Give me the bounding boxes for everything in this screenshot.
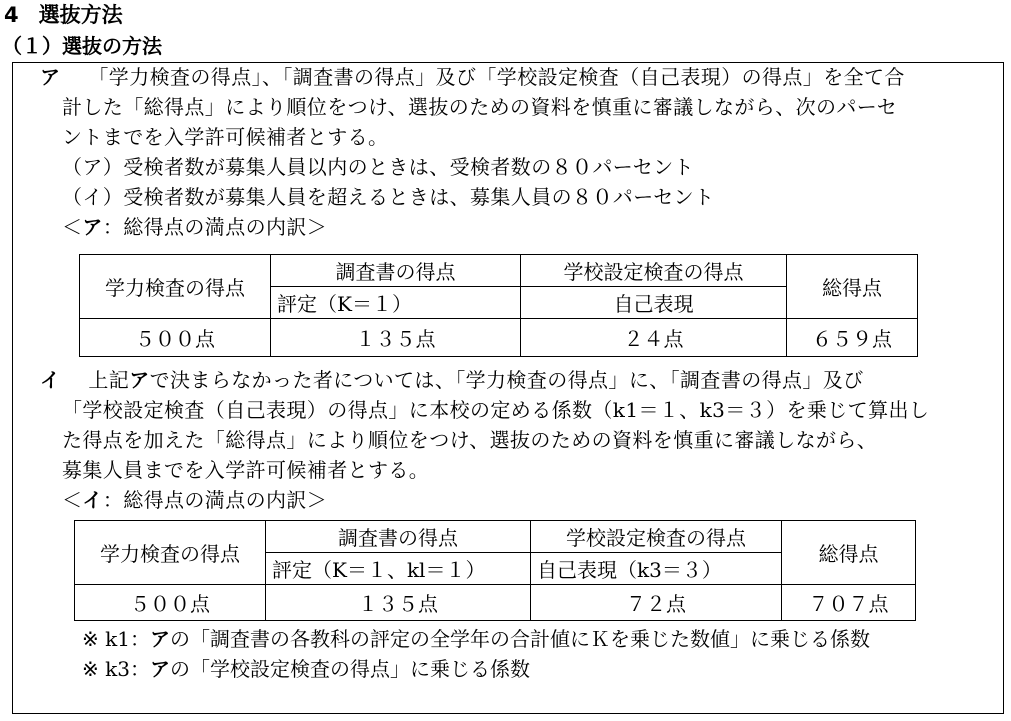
section-a-table-caption: ＜ア：総得点の満点の内訳＞ xyxy=(62,215,328,239)
section-i-text-line: 募集人員までを入学許可候補者とする。 xyxy=(62,458,430,482)
section-i-marker: イ xyxy=(40,368,61,392)
section-a-text-line: ントまでを入学許可候補者とする。 xyxy=(62,125,389,149)
table-header-school-test: 学校設定検査の得点 xyxy=(531,521,782,553)
section-a-text-line: 計した「総得点」により順位をつけ、選抜のための資料を慎重に審議しながら、次のパーセ xyxy=(62,95,898,119)
table-header-academic: 学力検査の得点 xyxy=(75,521,266,585)
table-cell-value: １３５点 xyxy=(271,319,521,357)
table-cell-value: ７０７点 xyxy=(782,585,916,621)
footnote-k3: ※ k3：アの「学校設定検査の得点」に乗じる係数 xyxy=(82,657,530,681)
table-cell-value: ７２点 xyxy=(531,585,782,621)
table-cell-value: ５００点 xyxy=(75,585,266,621)
table-cell-value: ２４点 xyxy=(521,319,787,357)
score-table-i xyxy=(74,520,916,621)
score-table-a xyxy=(79,254,918,357)
table-header-report: 調査書の得点 xyxy=(271,255,521,287)
table-header-academic: 学力検査の得点 xyxy=(80,255,271,319)
section-a-text-line: 「学力検査の得点」、「調査書の得点」及び「学校設定検査（自己表現）の得点」を全て合 xyxy=(88,65,905,89)
section-heading xyxy=(4,2,123,28)
table-cell-value: ５００点 xyxy=(80,319,271,357)
table-header-total: 総得点 xyxy=(782,521,916,585)
section-a-item: （イ）受検者数が募集人員を超えるときは、募集人員の８０パーセント xyxy=(62,185,715,209)
section-a-marker: ア xyxy=(40,65,61,89)
table-header-total: 総得点 xyxy=(787,255,918,319)
section-i-text-line: た得点を加えた「総得点」により順位をつけ、選抜のための資料を慎重に審議しながら、 xyxy=(62,428,878,452)
section-number: 4 xyxy=(4,3,19,27)
table-subheader-rating: 評定（K＝１、kl＝１） xyxy=(266,553,531,585)
table-subheader-rating: 評定（K＝１） xyxy=(271,287,521,319)
section-i-text-line: 「学校設定検査（自己表現）の得点」に本校の定める係数（k1＝１、k3＝３）を乗じて算出し xyxy=(62,398,930,422)
table-subheader-expression: 自己表現 xyxy=(521,287,787,319)
section-a-item: （ア）受検者数が募集人員以内のときは、受検者数の８０パーセント xyxy=(62,155,694,179)
table-subheader-expression: 自己表現（k3＝３） xyxy=(531,553,782,585)
section-i-first-line: イ 上記アで決まらなかった者については、「学力検査の得点」に、「調査書の得点」及び xyxy=(40,368,864,392)
section-title: 選抜方法 xyxy=(38,3,123,27)
table-cell-value: ６５９点 xyxy=(787,319,918,357)
footnote-k1: ※ k1：アの「調査書の各教科の評定の全学年の合計値にＫを乗じた数値」に乗じる係数 xyxy=(82,627,870,651)
section-i-table-caption: ＜イ：総得点の満点の内訳＞ xyxy=(62,488,328,512)
table-header-school-test: 学校設定検査の得点 xyxy=(521,255,787,287)
table-header-report: 調査書の得点 xyxy=(266,521,531,553)
subsection-heading: （１）選抜の方法 xyxy=(2,34,162,58)
section-a-first-line xyxy=(40,63,905,91)
table-cell-value: １３５点 xyxy=(266,585,531,621)
